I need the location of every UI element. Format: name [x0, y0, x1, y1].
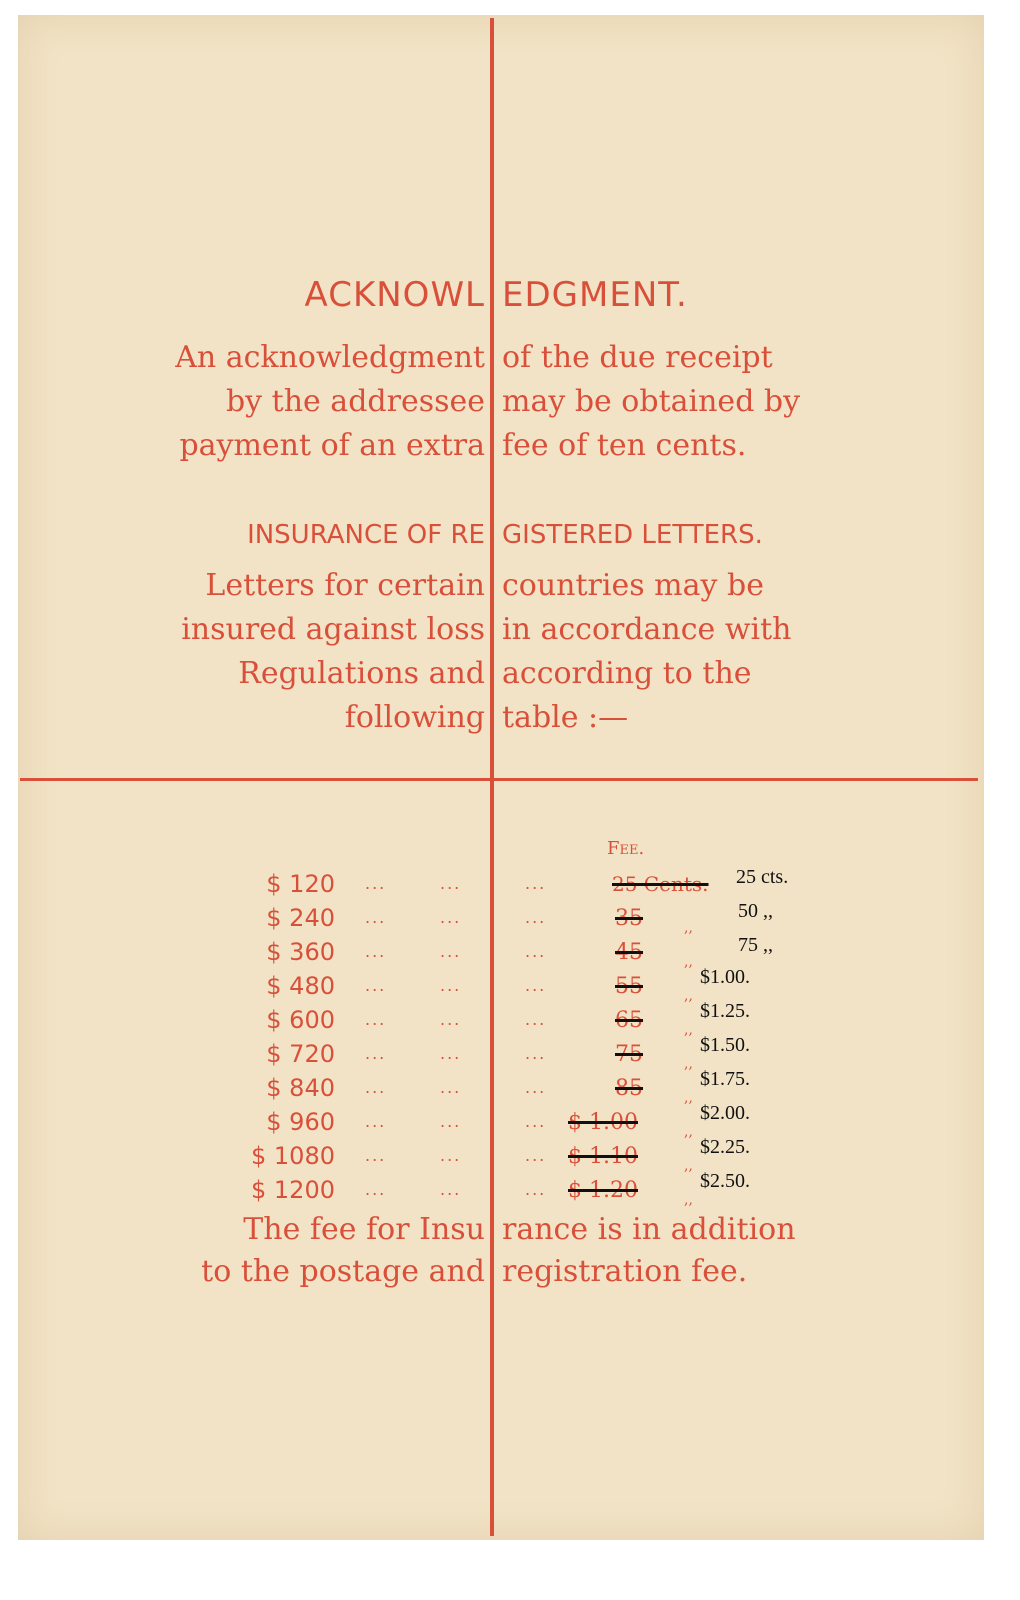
dot-leader: ... — [365, 1010, 387, 1029]
ack-line-right: may be obtained by — [502, 384, 801, 419]
dot-leader: ... — [525, 942, 547, 961]
new-fee: $1.75. — [700, 1068, 750, 1090]
insured-amount: $ 600 — [266, 1006, 335, 1034]
dot-leader: ... — [525, 1010, 547, 1029]
ack-line-right: of the due receipt — [502, 340, 773, 375]
insured-amount: $ 120 — [266, 870, 335, 898]
insurance-line-right: countries may be — [502, 568, 764, 603]
dot-leader: ... — [440, 908, 462, 927]
ditto-mark: ,, — [684, 1158, 693, 1174]
dot-leader: ... — [525, 976, 547, 995]
dot-leader: ... — [525, 1078, 547, 1097]
insurance-line-right: in accordance with — [502, 612, 792, 647]
ditto-mark: ,, — [684, 1056, 693, 1072]
old-fee-struck: 25 Cents. — [612, 872, 709, 896]
insurance-line-right: table :— — [502, 700, 629, 735]
dot-leader: ... — [365, 1112, 387, 1131]
dot-leader: ... — [440, 942, 462, 961]
dot-leader: ... — [440, 1078, 462, 1097]
vertical-red-rule — [490, 18, 494, 1536]
insurance-line-left: insured against loss — [181, 612, 485, 647]
footer-line-left: The fee for Insu — [243, 1212, 485, 1247]
ditto-mark: ,, — [684, 988, 693, 1004]
old-fee-struck: 55 — [615, 974, 643, 999]
dot-leader: ... — [440, 1180, 462, 1199]
insurance-line-right: according to the — [502, 656, 752, 691]
dot-leader: ... — [365, 976, 387, 995]
old-fee-struck: 75 — [615, 1042, 643, 1067]
heading-right: EDGMENT. — [502, 275, 688, 315]
insured-amount: $ 360 — [266, 938, 335, 966]
old-fee-struck: 85 — [615, 1076, 643, 1101]
dot-leader: ... — [525, 1112, 547, 1131]
insured-amount: $ 960 — [266, 1108, 335, 1136]
dot-leader: ... — [440, 1112, 462, 1131]
footer-line-right: rance is in addition — [502, 1212, 796, 1247]
dot-leader: ... — [365, 874, 387, 893]
ack-line-left: payment of an extra — [179, 428, 485, 463]
new-fee: $1.25. — [700, 1000, 750, 1022]
insured-amount: $ 240 — [266, 904, 335, 932]
insured-amount: $ 840 — [266, 1074, 335, 1102]
dot-leader: ... — [365, 1044, 387, 1063]
dot-leader: ... — [365, 1078, 387, 1097]
ditto-mark: ,, — [684, 1090, 693, 1106]
insured-amount: $ 1200 — [251, 1176, 335, 1204]
insured-amount: $ 1080 — [251, 1142, 335, 1170]
dot-leader: ... — [440, 976, 462, 995]
new-fee: 75 ,, — [738, 934, 773, 956]
ditto-mark: ,, — [684, 1022, 693, 1038]
ack-line-right: fee of ten cents. — [502, 428, 747, 463]
dot-leader: ... — [365, 1180, 387, 1199]
new-fee: $2.00. — [700, 1102, 750, 1124]
dot-leader: ... — [365, 942, 387, 961]
dot-leader: ... — [525, 874, 547, 893]
new-fee: 25 cts. — [736, 866, 789, 888]
dot-leader: ... — [525, 1044, 547, 1063]
new-fee: $2.50. — [700, 1170, 750, 1192]
subheading-left: INSURANCE OF RE — [247, 520, 485, 550]
dot-leader: ... — [440, 1010, 462, 1029]
footer-line-right: registration fee. — [502, 1254, 748, 1289]
old-fee-struck: 35 — [615, 906, 643, 931]
dot-leader: ... — [440, 1044, 462, 1063]
dot-leader: ... — [365, 908, 387, 927]
footer-line-left: to the postage and — [201, 1254, 485, 1289]
old-fee-struck: $ 1.20 — [568, 1178, 638, 1203]
dot-leader: ... — [440, 1146, 462, 1165]
ditto-mark: ,, — [684, 954, 693, 970]
insurance-line-left: Letters for certain — [205, 568, 485, 603]
old-fee-struck: 45 — [615, 940, 643, 965]
horizontal-red-rule — [20, 778, 978, 781]
new-fee: $1.00. — [700, 966, 750, 988]
ack-line-left: An acknowledgment — [175, 340, 485, 375]
new-fee: 50 ,, — [738, 900, 773, 922]
insurance-line-left: Regulations and — [238, 656, 485, 691]
dot-leader: ... — [525, 1146, 547, 1165]
insured-amount: $ 480 — [266, 972, 335, 1000]
ditto-mark: ,, — [684, 920, 693, 936]
dot-leader: ... — [525, 1180, 547, 1199]
ditto-mark: ,, — [684, 1124, 693, 1140]
dot-leader: ... — [525, 908, 547, 927]
dot-leader: ... — [440, 874, 462, 893]
ditto-mark: ,, — [684, 1192, 693, 1208]
fee-header: Fee. — [607, 838, 645, 859]
new-fee: $1.50. — [700, 1034, 750, 1056]
dot-leader: ... — [365, 1146, 387, 1165]
heading-left: ACKNOWL — [304, 275, 485, 315]
old-fee-struck: $ 1.00 — [568, 1110, 638, 1135]
old-fee-struck: $ 1.10 — [568, 1144, 638, 1169]
new-fee: $2.25. — [700, 1136, 750, 1158]
old-fee-struck: 65 — [615, 1008, 643, 1033]
subheading-right: GISTERED LETTERS. — [502, 520, 763, 550]
ack-line-left: by the addressee — [225, 384, 485, 419]
insured-amount: $ 720 — [266, 1040, 335, 1068]
insurance-line-left: following — [344, 700, 485, 735]
